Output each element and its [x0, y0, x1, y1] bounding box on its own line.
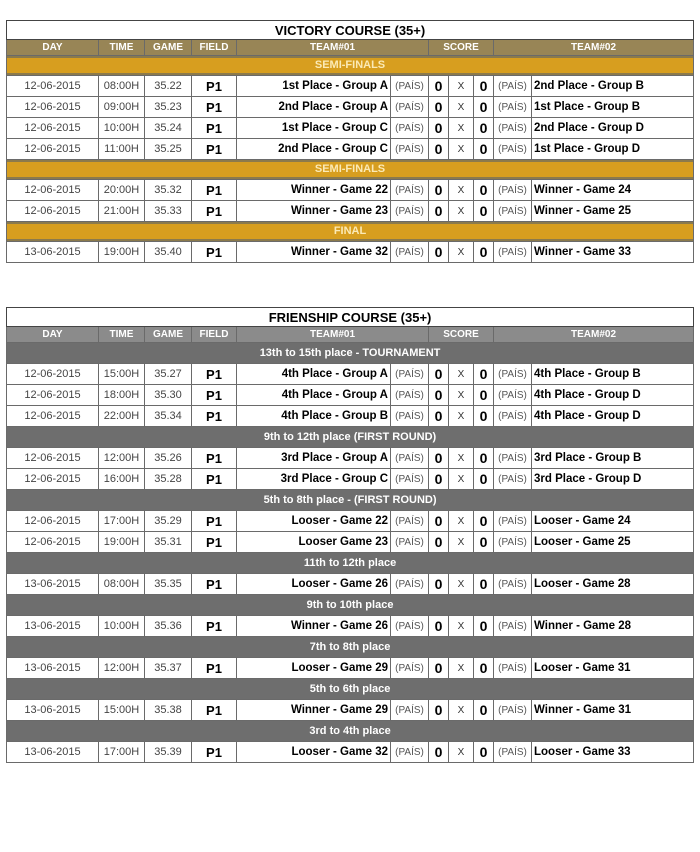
col-field-header: FIELD	[192, 40, 237, 56]
team1-name: Looser Game 23	[237, 532, 391, 553]
team2-name: Winner - Game 25	[532, 201, 694, 222]
match-game: 35.25	[145, 139, 192, 160]
match-time: 09:00H	[99, 97, 145, 118]
match-row	[7, 201, 694, 222]
team2-country: (PAÍS)	[494, 201, 532, 222]
match-day: 12-06-2015	[7, 364, 99, 385]
phase-label: SEMI-FINALS	[7, 162, 693, 177]
team1-country: (PAÍS)	[391, 658, 429, 679]
score-separator: X	[449, 180, 474, 201]
team1-country: (PAÍS)	[391, 742, 429, 763]
match-row	[7, 616, 694, 637]
team1-name: Winner - Game 29	[237, 700, 391, 721]
match-day: 12-06-2015	[7, 97, 99, 118]
team2-score: 0	[474, 180, 494, 201]
match-time: 15:00H	[99, 364, 145, 385]
match-time: 12:00H	[99, 448, 145, 469]
team1-name: 4th Place - Group B	[237, 406, 391, 427]
match-day: 12-06-2015	[7, 511, 99, 532]
team1-score: 0	[429, 448, 449, 469]
score-separator: X	[449, 532, 474, 553]
team2-score: 0	[474, 616, 494, 637]
match-row	[7, 118, 694, 139]
phase-row	[7, 595, 694, 616]
team2-score: 0	[474, 448, 494, 469]
match-time: 17:00H	[99, 742, 145, 763]
match-row	[7, 385, 694, 406]
team1-country: (PAÍS)	[391, 511, 429, 532]
match-day: 13-06-2015	[7, 242, 99, 263]
match-game: 35.32	[145, 180, 192, 201]
match-time: 21:00H	[99, 201, 145, 222]
score-separator: X	[449, 76, 474, 97]
match-time: 20:00H	[99, 180, 145, 201]
team1-country: (PAÍS)	[391, 448, 429, 469]
team1-country: (PAÍS)	[391, 385, 429, 406]
phase-row	[7, 553, 694, 574]
match-row	[7, 532, 694, 553]
match-time: 10:00H	[99, 616, 145, 637]
match-day: 13-06-2015	[7, 700, 99, 721]
team1-score: 0	[429, 574, 449, 595]
match-field: P1	[192, 242, 237, 263]
team2-country: (PAÍS)	[494, 242, 532, 263]
col-score-header: SCORE	[429, 327, 494, 343]
score-separator: X	[449, 616, 474, 637]
team1-name: 3rd Place - Group A	[237, 448, 391, 469]
team2-name: Looser - Game 33	[532, 742, 694, 763]
column-header-row	[7, 327, 694, 343]
team2-score: 0	[474, 700, 494, 721]
phase-row	[7, 343, 694, 364]
team2-country: (PAÍS)	[494, 700, 532, 721]
phase-row	[7, 427, 694, 448]
score-separator: X	[449, 242, 474, 263]
phase-label: 13th to 15th place - TOURNAMENT	[7, 343, 694, 364]
team2-score: 0	[474, 532, 494, 553]
match-row	[7, 742, 694, 763]
team1-name: Looser - Game 29	[237, 658, 391, 679]
phase-row	[7, 222, 694, 242]
phase-row	[7, 679, 694, 700]
team2-name: Looser - Game 28	[532, 574, 694, 595]
match-row	[7, 139, 694, 160]
team1-country: (PAÍS)	[391, 242, 429, 263]
match-row	[7, 76, 694, 97]
team1-name: 4th Place - Group A	[237, 364, 391, 385]
course-title-row	[7, 21, 694, 40]
team1-score: 0	[429, 201, 449, 222]
match-game: 35.30	[145, 385, 192, 406]
match-day: 12-06-2015	[7, 406, 99, 427]
team1-country: (PAÍS)	[391, 574, 429, 595]
match-day: 12-06-2015	[7, 180, 99, 201]
team1-country: (PAÍS)	[391, 616, 429, 637]
team1-name: 1st Place - Group A	[237, 76, 391, 97]
phase-row	[7, 490, 694, 511]
team1-score: 0	[429, 511, 449, 532]
match-game: 35.39	[145, 742, 192, 763]
phase-row	[7, 160, 694, 180]
team1-country: (PAÍS)	[391, 406, 429, 427]
team2-country: (PAÍS)	[494, 574, 532, 595]
team2-name: 1st Place - Group B	[532, 97, 694, 118]
match-game: 35.34	[145, 406, 192, 427]
team1-name: Winner - Game 32	[237, 242, 391, 263]
match-game: 35.22	[145, 76, 192, 97]
course-title: FRIENSHIP COURSE (35+)	[7, 308, 694, 327]
match-field: P1	[192, 118, 237, 139]
team1-score: 0	[429, 118, 449, 139]
match-row	[7, 97, 694, 118]
match-field: P1	[192, 76, 237, 97]
team2-name: Winner - Game 31	[532, 700, 694, 721]
match-day: 13-06-2015	[7, 616, 99, 637]
col-time-header: TIME	[99, 40, 145, 56]
team1-name: 3rd Place - Group C	[237, 469, 391, 490]
team2-score: 0	[474, 201, 494, 222]
match-time: 18:00H	[99, 385, 145, 406]
phase-label: SEMI-FINALS	[7, 58, 693, 73]
team2-score: 0	[474, 574, 494, 595]
match-field: P1	[192, 742, 237, 763]
team1-country: (PAÍS)	[391, 180, 429, 201]
team2-country: (PAÍS)	[494, 658, 532, 679]
match-row	[7, 180, 694, 201]
match-row	[7, 700, 694, 721]
match-time: 12:00H	[99, 658, 145, 679]
team2-name: 2nd Place - Group B	[532, 76, 694, 97]
team1-country: (PAÍS)	[391, 118, 429, 139]
match-game: 35.37	[145, 658, 192, 679]
score-separator: X	[449, 364, 474, 385]
team1-score: 0	[429, 139, 449, 160]
match-time: 17:00H	[99, 511, 145, 532]
team1-name: 1st Place - Group C	[237, 118, 391, 139]
match-day: 12-06-2015	[7, 76, 99, 97]
team1-score: 0	[429, 242, 449, 263]
match-time: 19:00H	[99, 242, 145, 263]
match-day: 12-06-2015	[7, 139, 99, 160]
match-field: P1	[192, 201, 237, 222]
match-day: 12-06-2015	[7, 448, 99, 469]
team1-score: 0	[429, 364, 449, 385]
match-game: 35.27	[145, 364, 192, 385]
score-separator: X	[449, 469, 474, 490]
team2-country: (PAÍS)	[494, 118, 532, 139]
score-separator: X	[449, 385, 474, 406]
match-row	[7, 448, 694, 469]
team1-country: (PAÍS)	[391, 139, 429, 160]
team2-country: (PAÍS)	[494, 97, 532, 118]
team1-score: 0	[429, 385, 449, 406]
match-time: 08:00H	[99, 574, 145, 595]
phase-row	[7, 56, 694, 76]
match-field: P1	[192, 97, 237, 118]
team2-name: 1st Place - Group D	[532, 139, 694, 160]
team2-name: Winner - Game 33	[532, 242, 694, 263]
match-field: P1	[192, 364, 237, 385]
match-row	[7, 406, 694, 427]
team1-country: (PAÍS)	[391, 76, 429, 97]
phase-label: 9th to 12th place (FIRST ROUND)	[7, 427, 694, 448]
team1-name: 4th Place - Group A	[237, 385, 391, 406]
score-separator: X	[449, 658, 474, 679]
score-separator: X	[449, 201, 474, 222]
match-time: 08:00H	[99, 76, 145, 97]
match-field: P1	[192, 406, 237, 427]
team2-score: 0	[474, 469, 494, 490]
team1-score: 0	[429, 616, 449, 637]
match-row	[7, 242, 694, 263]
team1-score: 0	[429, 180, 449, 201]
phase-label: 9th to 10th place	[7, 595, 694, 616]
phase-cell	[7, 56, 694, 76]
match-field: P1	[192, 574, 237, 595]
team2-country: (PAÍS)	[494, 469, 532, 490]
score-separator: X	[449, 118, 474, 139]
phase-cell	[7, 222, 694, 242]
match-day: 13-06-2015	[7, 742, 99, 763]
victory-table-body	[7, 21, 694, 263]
team2-country: (PAÍS)	[494, 180, 532, 201]
team2-score: 0	[474, 406, 494, 427]
victory-course-table	[6, 20, 694, 263]
team1-country: (PAÍS)	[391, 469, 429, 490]
match-field: P1	[192, 180, 237, 201]
team2-country: (PAÍS)	[494, 364, 532, 385]
match-time: 22:00H	[99, 406, 145, 427]
match-time: 11:00H	[99, 139, 145, 160]
team2-name: Winner - Game 24	[532, 180, 694, 201]
col-time-header: TIME	[99, 327, 145, 343]
col-team1-header: TEAM#01	[237, 327, 429, 343]
score-separator: X	[449, 406, 474, 427]
team2-country: (PAÍS)	[494, 511, 532, 532]
course-title: VICTORY COURSE (35+)	[7, 21, 694, 40]
team2-name: Looser - Game 24	[532, 511, 694, 532]
score-separator: X	[449, 511, 474, 532]
score-separator: X	[449, 700, 474, 721]
phase-cell	[7, 160, 694, 180]
match-game: 35.26	[145, 448, 192, 469]
match-field: P1	[192, 139, 237, 160]
col-game-header: GAME	[145, 40, 192, 56]
team2-name: Winner - Game 28	[532, 616, 694, 637]
team1-name: 2nd Place - Group A	[237, 97, 391, 118]
match-game: 35.24	[145, 118, 192, 139]
team2-country: (PAÍS)	[494, 406, 532, 427]
match-field: P1	[192, 448, 237, 469]
team2-score: 0	[474, 97, 494, 118]
match-day: 12-06-2015	[7, 532, 99, 553]
phase-label: 5th to 6th place	[7, 679, 694, 700]
team2-country: (PAÍS)	[494, 385, 532, 406]
match-field: P1	[192, 532, 237, 553]
match-day: 12-06-2015	[7, 201, 99, 222]
match-row	[7, 574, 694, 595]
match-row	[7, 511, 694, 532]
team2-country: (PAÍS)	[494, 76, 532, 97]
phase-label: FINAL	[7, 224, 693, 239]
team1-country: (PAÍS)	[391, 700, 429, 721]
match-day: 13-06-2015	[7, 658, 99, 679]
match-time: 15:00H	[99, 700, 145, 721]
team1-name: Looser - Game 26	[237, 574, 391, 595]
team1-name: 2nd Place - Group C	[237, 139, 391, 160]
column-header-row	[7, 40, 694, 56]
team1-score: 0	[429, 658, 449, 679]
team2-name: 4th Place - Group D	[532, 406, 694, 427]
col-team2-header: TEAM#02	[494, 327, 694, 343]
friendship-table-body	[7, 308, 694, 763]
phase-label: 3rd to 4th place	[7, 721, 694, 742]
match-field: P1	[192, 385, 237, 406]
col-team1-header: TEAM#01	[237, 40, 429, 56]
match-row	[7, 469, 694, 490]
team1-country: (PAÍS)	[391, 201, 429, 222]
match-day: 12-06-2015	[7, 469, 99, 490]
team2-name: Looser - Game 31	[532, 658, 694, 679]
team2-name: 4th Place - Group B	[532, 364, 694, 385]
team2-name: Looser - Game 25	[532, 532, 694, 553]
col-day-header: DAY	[7, 327, 99, 343]
team2-name: 3rd Place - Group D	[532, 469, 694, 490]
match-game: 35.35	[145, 574, 192, 595]
team1-country: (PAÍS)	[391, 532, 429, 553]
team2-score: 0	[474, 364, 494, 385]
team2-name: 2nd Place - Group D	[532, 118, 694, 139]
phase-row	[7, 721, 694, 742]
match-field: P1	[192, 511, 237, 532]
team1-country: (PAÍS)	[391, 364, 429, 385]
match-field: P1	[192, 658, 237, 679]
match-row	[7, 364, 694, 385]
match-game: 35.36	[145, 616, 192, 637]
col-field-header: FIELD	[192, 327, 237, 343]
team1-name: Winner - Game 23	[237, 201, 391, 222]
team1-score: 0	[429, 532, 449, 553]
team1-name: Looser - Game 22	[237, 511, 391, 532]
match-game: 35.29	[145, 511, 192, 532]
match-game: 35.40	[145, 242, 192, 263]
phase-label: 5th to 8th place - (FIRST ROUND)	[7, 490, 694, 511]
team2-country: (PAÍS)	[494, 139, 532, 160]
match-field: P1	[192, 700, 237, 721]
col-score-header: SCORE	[429, 40, 494, 56]
phase-row	[7, 637, 694, 658]
team1-name: Winner - Game 26	[237, 616, 391, 637]
match-game: 35.38	[145, 700, 192, 721]
team2-name: 3rd Place - Group B	[532, 448, 694, 469]
team2-score: 0	[474, 658, 494, 679]
match-game: 35.33	[145, 201, 192, 222]
team1-country: (PAÍS)	[391, 97, 429, 118]
team2-score: 0	[474, 139, 494, 160]
team1-score: 0	[429, 76, 449, 97]
col-game-header: GAME	[145, 327, 192, 343]
match-day: 12-06-2015	[7, 385, 99, 406]
match-game: 35.28	[145, 469, 192, 490]
col-team2-header: TEAM#02	[494, 40, 694, 56]
team1-name: Looser - Game 32	[237, 742, 391, 763]
team2-name: 4th Place - Group D	[532, 385, 694, 406]
score-separator: X	[449, 574, 474, 595]
team1-name: Winner - Game 22	[237, 180, 391, 201]
match-row	[7, 658, 694, 679]
team2-score: 0	[474, 385, 494, 406]
team1-score: 0	[429, 700, 449, 721]
team2-country: (PAÍS)	[494, 448, 532, 469]
team2-score: 0	[474, 242, 494, 263]
course-title-row	[7, 308, 694, 327]
score-separator: X	[449, 448, 474, 469]
score-separator: X	[449, 742, 474, 763]
phase-label: 11th to 12th place	[7, 553, 694, 574]
match-day: 13-06-2015	[7, 574, 99, 595]
team1-score: 0	[429, 742, 449, 763]
match-time: 16:00H	[99, 469, 145, 490]
team1-score: 0	[429, 469, 449, 490]
score-separator: X	[449, 139, 474, 160]
match-day: 12-06-2015	[7, 118, 99, 139]
match-time: 19:00H	[99, 532, 145, 553]
team2-country: (PAÍS)	[494, 742, 532, 763]
match-game: 35.23	[145, 97, 192, 118]
team2-score: 0	[474, 118, 494, 139]
team2-score: 0	[474, 76, 494, 97]
match-field: P1	[192, 616, 237, 637]
match-time: 10:00H	[99, 118, 145, 139]
team1-score: 0	[429, 97, 449, 118]
col-day-header: DAY	[7, 40, 99, 56]
match-field: P1	[192, 469, 237, 490]
team2-score: 0	[474, 742, 494, 763]
team2-country: (PAÍS)	[494, 616, 532, 637]
phase-label: 7th to 8th place	[7, 637, 694, 658]
friendship-course-table	[6, 307, 694, 763]
team2-score: 0	[474, 511, 494, 532]
score-separator: X	[449, 97, 474, 118]
team2-country: (PAÍS)	[494, 532, 532, 553]
team1-score: 0	[429, 406, 449, 427]
match-game: 35.31	[145, 532, 192, 553]
